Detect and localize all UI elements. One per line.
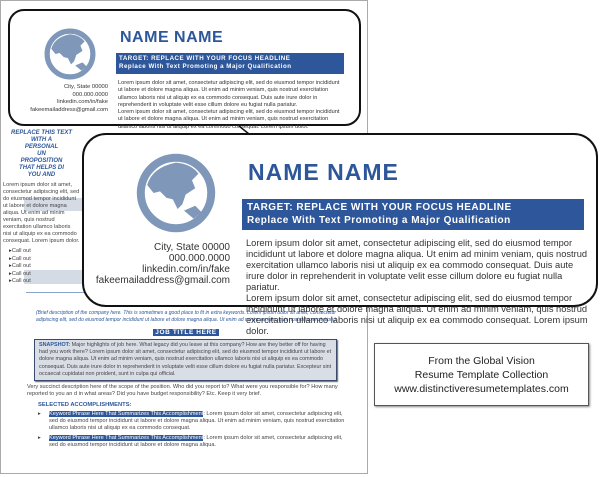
accomplishment-item: ▸ Keyword Phrase Here That Summarizes This Accomplishment: Lorem ipsum dolor sit amet, consectetur adipiscing elit, sed do eiusmod tempor incididunt ut labore et dolore magna aliqua. Ut enim ad minim veniam, quis nostrud exercitation ullamco laboris nisi ut aliquip ex ea commodo consequat.: [38, 410, 345, 432]
target-headline: TARGET: REPLACE WITH YOUR FOCUS HEADLINE: [247, 202, 512, 213]
contact-linkedin: linkedin.com/in/fake: [57, 99, 108, 105]
contact-city: City, State 00000: [154, 242, 230, 253]
accomplishment-text: : Lorem ipsum dolor sit amet, consectetur adipiscing elit, sed do eiusmod tempor incididunt ut labore et dolore magna aliqua. Ut enim ad minim veniam, quis nostrud exercitation ullamco laboris nisi ut aliquip ex ea commodo consequat.: [49, 410, 345, 432]
summary-paragraph: Lorem ipsum dolor sit amet, consectetur adipiscing elit, sed do eiusmod tempor incididunt ut labore et dolore magna aliqua. Ut enim ad minim veniam, quis nostrud exercitation ullamco laboris nisi ut aliquip ex ea commodo consequat. Duis aute irure dolor in reprehenderit in voluptate velit esse cillum dolore eu fugiat nulla pariatur.: [246, 238, 588, 292]
contact-city: City, State 00000: [63, 84, 108, 90]
contact-phone: 000.000.0000: [72, 91, 108, 98]
accomplishment-item: ▸ Keyword Phrase Here That Summarizes This Accomplishment: Lorem ipsum dolor sit amet, consectetur adipiscing elit, sed do eiusmod tempor incididunt ut labore et dolore magna aliqua.: [38, 434, 343, 448]
value-prop-line: YOU AND: [27, 172, 56, 178]
accomplishment-text: : Lorem ipsum dolor sit amet, consectetur adipiscing elit, sed do eiusmod tempor incididunt ut labore et dolore magna aliqua.: [49, 434, 343, 448]
contact-email: fakeemailaddress@gmail.com: [95, 275, 230, 286]
snapshot-text: Major highlights of job here. What legacy did you leave at this company? How are they better off for having had you work there? Lorem ipsum dolor sit amet, consectetur adipiscing elit, sed do eiusmod tempor incididunt ut labore et dolore magna aliqua. Ut enim ad minim veniam, quis nostrud exercitation ullamco laboris nisi ut aliquip ex ea commodo consequat. Duis aute irure dolor in reprehenderit in voluptate velit esse cillum dolore eu fugiat nulla pariatur. Excepteur sint occaecat cupidatat non proident, sunt in culpa qui official.: [39, 342, 332, 377]
scope-text: Very succinct description here of the scope of the position. Who did you report to? What were you responsible for? How many reported to you an d in what areas? Did you have budget responsibility? Etc. Keep it very brief.: [27, 384, 338, 398]
value-proposition: [3, 130, 80, 179]
accomplishments-heading: SELECTED ACCOMPLISHMENTS:: [38, 401, 132, 408]
job-title: JOB TITLE HERE: [155, 329, 217, 336]
summary-paragraph: Lorem ipsum dolor sit amet, consectetur adipiscing elit, sed do eiusmod tempor incididunt ut labore et dolore magna aliqua. Ut enim ad minim veniam, quis nostrud exercitation ullamco laboris nisi ut aliquip ex ea commodo consequat. Duis aute irure dolor in reprehenderit in voluptate velit esse cillum dolore eu fugiat nulla pariatur.: [118, 80, 340, 108]
callout-item: ▸ Call out: [9, 263, 80, 271]
snapshot-box: [34, 339, 337, 381]
collection-info-box: [374, 343, 589, 406]
name-heading: NAME NAME: [248, 159, 399, 185]
contact-linkedin: linkedin.com/in/fake: [142, 264, 230, 275]
accomplishment-keyword: Keyword Phrase Here That Summarizes This Accomplishment: [49, 434, 204, 441]
summary-column: [246, 238, 588, 336]
summary-column: [118, 80, 344, 130]
value-prop-line: THAT HELPS DI: [19, 165, 64, 171]
page-lorem-continued: Lorem ipsum dolor sit amet, consectetur adipiscing elit, sed do eiusmod tempor incididunt ut labore et dolore magna aliqua. Ut enim ad minim veniam, quis nostrud exercitation ullamco laboris nisi ut aliquip ex ea commodo consequat. Lorem ipsum dolor.: [3, 182, 80, 244]
accomplishment-keyword: Keyword Phrase Here That Summarizes This Accomplishment: [49, 410, 204, 417]
globe-icon: [44, 28, 96, 80]
company-description: (Brief description of the company here. This is sometimes a good place to fit in extra keywords. Lorem ipsum dolor sit amet, consectetur adipiscing elit, sed do eiusmod tempor incididunt ut labore et dolore magna aliqua. Ut enim ad minim veniam, quis nostrud exercitation.): [35, 310, 337, 323]
target-banner: [242, 199, 584, 230]
header-callout-small: [8, 9, 361, 130]
target-headline: TARGET: REPLACE WITH YOUR FOCUS HEADLINE: [119, 55, 291, 62]
target-subheadline: Replace With Text Promoting a Major Qualification: [119, 63, 292, 70]
info-line: From the Global Vision: [428, 355, 535, 367]
value-prop-line: PERSONAL: [24, 144, 59, 150]
website-link[interactable]: www.distinctiveresumetemplates.com: [394, 383, 569, 395]
callout-item: ▸ Call out: [9, 278, 80, 286]
value-prop-line: UN: [37, 151, 46, 157]
snapshot-label: SNAPSHOT:: [39, 342, 71, 348]
contact-info: [10, 84, 108, 114]
target-banner: [116, 53, 344, 74]
callout-item: ▸ Call out: [9, 271, 80, 279]
callout-item: ▸ Call out: [9, 256, 80, 264]
contact-email: fakeemailaddress@gmail.com: [30, 106, 108, 113]
value-prop-line: PROPOSITION: [20, 158, 63, 164]
value-prop-line: REPLACE THIS TEXT WITH A: [10, 130, 72, 143]
callout-item: ▸ Call out: [9, 248, 80, 256]
info-line: Resume Template Collection: [414, 369, 549, 381]
left-column: [3, 130, 80, 286]
contact-phone: 000.000.0000: [168, 253, 230, 264]
target-subheadline: Replace With Text Promoting a Major Qualification: [247, 214, 511, 226]
contact-info: [84, 242, 230, 286]
summary-paragraph-2: Lorem ipsum dolor sit amet, consectetur adipiscing elit, sed do eiusmod tempor incididunt ut labore et dolore magna aliqua. Ut enim ad minim veniam, quis nostrud exercitation ullamco laboris nisi ut aliquip ex ea commodo consequat. Lorem ipsum dolor.: [246, 293, 588, 336]
name-heading: NAME NAME: [120, 29, 224, 46]
summary-paragraph-2: Lorem ipsum dolor sit amet, consectetur adipiscing elit, sed do eiusmod tempor incididunt ut labore et dolore magna aliqua. Ut enim ad minim veniam, quis nostrud exercitation ullamco laboris nisi ut aliquip ex ea commodo consequat. Lorem ipsum dolor.: [118, 109, 340, 130]
globe-icon: [136, 153, 216, 233]
